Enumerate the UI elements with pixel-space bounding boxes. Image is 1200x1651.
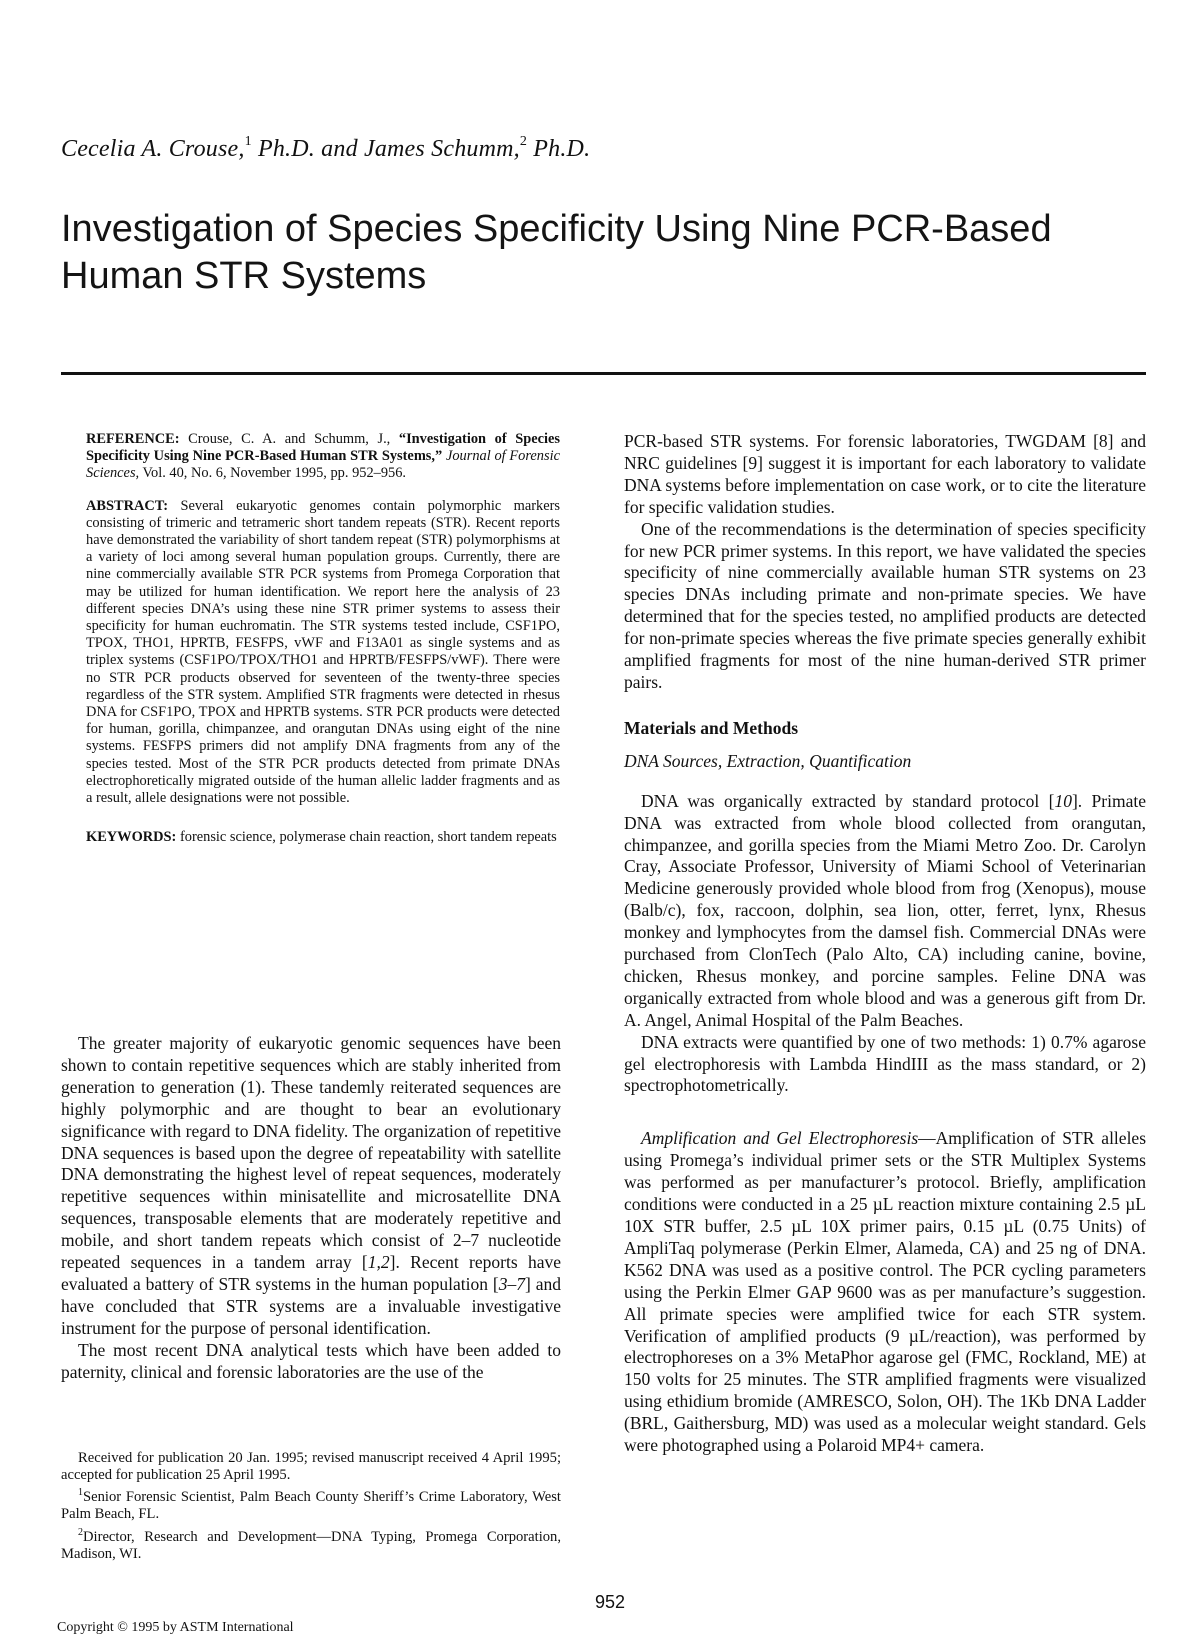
amplification-run-in-head: Amplification and Gel Electrophoresis: [641, 1128, 919, 1149]
intro-p1-text-3: ] and have concluded that STR systems are a invaluable investigative instrument for the purpose of personal identification.: [61, 1273, 561, 1338]
intro-paragraph-1: [61, 1033, 561, 1340]
abstract-text: Several eukaryotic genomes contain polymorphic markers consisting of trimeric and tetrameric short tandem repeats (STR). Recent reports have demonstrated the variability of short tandem repeat (STR) polymorphisms at a variety of loci among several human population groups. Currently, there are nine commercially available STR PCR systems from Promega Corporation that may be utilized for human identification. We report here the analysis of 23 different species DNA’s using these nine STR primer systems to assess their specificity for human euchromatin. The STR systems tested include, CSF1PO, TPOX, THO1, HPRTB, FESFPS, vWF and F13A01 as single systems and as triplex systems (CSF1PO/TPOX/THO1 and HPRTB/FESFPS/vWF). There were no STR PCR products observed for seventeen of the twenty-three species regardless of the STR system. Amplified STR fragments were detected in rhesus DNA for CSF1PO, TPOX and HPRTB systems. STR PCR products were detected for human, gorilla, chimpanzee, and orangutan DNAs using eight of the nine systems. FESFPS primers did not amplify DNA fragments from any of the species tested. Most of the STR PCR products detected from primate DNAs electrophoretically migrated outside of the human allelic ladder fragments and as a result, allele designations were not possible.: [86, 497, 560, 807]
methods-heading: Materials and Methods: [624, 717, 799, 738]
footnote-1-text: Senior Forensic Scientist, Palm Beach County Sheriff’s Crime Laboratory, West Palm Beach, FL.: [61, 1489, 561, 1523]
reference-journal: Journal of Forensic Sciences,: [86, 448, 560, 482]
abstract-block: [86, 431, 560, 861]
author-degree: Ph.D.: [533, 136, 591, 162]
intro-paragraph-2: The most recent DNA analytical tests which have been added to paternity, clinical and forensic laboratories are the use of the: [61, 1339, 561, 1382]
keywords-text: forensic science, polymerase chain reaction, short tandem repeats: [179, 829, 557, 846]
abstract-paragraph: [86, 498, 560, 808]
intro-p1-text: The greater majority of eukaryotic genomic sequences have been shown to contain repetitive sequences which are stably inherited from generation to generation (1). These tandemly reiterated sequences are highly polymorphic and are thought to bear an evolutionary significance with regard to DNA fidelity. The organization of repetitive DNA sequences is based upon the degree of repeatability with satellite DNA demonstrating the highest level of repeat sequences, moderately repetitive sequences within minisatellite and microsatellite DNA sequences, transposable elements that are moderately repetitive and mobile, and short tandem repeats which consist of 2–7 nucleotide repeated sequences in a tandem array [: [61, 1033, 561, 1273]
reference-authors: Crouse, C. A. and Schumm, J.,: [188, 431, 399, 447]
methods-paragraph-2: DNA extracts were quantified by one of two methods: 1) 0.7% agarose gel electrophoresis with Lambda HindIII as the mass standard, or 2) spectrophotometrically.: [624, 1031, 1146, 1096]
methods-paragraph-3: [624, 1128, 1146, 1457]
footnote-mark-2: 2: [78, 1526, 83, 1538]
citation-10: 10: [1054, 790, 1072, 811]
footnote-mark-1: 1: [78, 1487, 83, 1499]
received-note: Received for publication 20 Jan. 1995; revised manuscript received 4 April 1995; accepted for publication 25 April 1995.: [61, 1450, 561, 1484]
footnote-2-text: Director, Research and Development—DNA Typing, Promega Corporation, Madison, WI.: [61, 1528, 561, 1562]
author-1: Cecelia A. Crouse,: [61, 136, 245, 162]
methods-subheading: DNA Sources, Extraction, Quantification: [624, 750, 912, 771]
reference-label: REFERENCE:: [86, 431, 180, 447]
article-title: [61, 206, 1161, 300]
methods-p1-text: DNA was organically extracted by standard protocol [: [641, 790, 1055, 811]
affiliation-mark-2: 2: [519, 134, 528, 149]
citation-1-2: 1,2: [367, 1252, 390, 1273]
title-line-2: Human STR Systems: [61, 255, 427, 297]
intro-p1-text-2: ]. Recent reports have evaluated a battery of STR systems in the human population [: [61, 1252, 562, 1294]
intro-paragraph-3: PCR-based STR systems. For forensic laboratories, TWGDAM [8] and NRC guidelines [9] suggest it is important for each laboratory to validate DNA systems before implementation on case work, or to cite the literature for specific validation studies.: [624, 431, 1146, 517]
intro-paragraph-4: One of the recommendations is the determination of species specificity for new PCR primer systems. In this report, we have validated the species specificity of nine commercially available human STR systems on 23 species DNAs including primate and non-primate species. We have determined that for the species tested, no amplified products are detected for non-primate species whereas the five primate species generally exhibit amplified fragments for most of the nine human-derived STR primer pairs.: [624, 518, 1146, 692]
affiliation-mark-1: 1: [244, 134, 252, 149]
keywords-paragraph: [86, 829, 560, 846]
author-line: [61, 136, 590, 163]
footnotes: [61, 1450, 561, 1563]
author-2: Ph.D. and James Schumm,: [257, 136, 520, 162]
abstract-label: ABSTRACT:: [86, 497, 169, 514]
intro-text-left: [61, 1033, 561, 1384]
citation-3-7: 3–7: [498, 1273, 525, 1294]
methods-paragraph-1: [624, 791, 1146, 1032]
footnote-1: [61, 1484, 561, 1523]
title-line-1: Investigation of Species Specificity Using Nine PCR-Based: [61, 208, 1052, 250]
page-number: 952: [594, 1592, 626, 1612]
methods-p3-text: —Amplification of STR alleles using Promega’s individual primer sets or the STR Multiplex Systems was performed as per manufacturer’s protocol. Briefly, amplification conditions were conducted in a 25 µL reaction mixture containing 2.5 µL 10X STR buffer, 2.5 µL 10X primer pairs, 0.15 µL (0.75 Units) of AmpliTaq polymerase (Perkin Elmer, Alameda, CA) and 25 ng of DNA. K562 DNA was used as a positive control. The PCR cycling parameters using the Perkin Elmer GAP 9600 was as per manufacture’s suggestion. All primate species were amplified twice for each STR system. Verification of amplified products (9 µL/reaction), was performed by electrophoreses on a 3% MetaPhor agarose gel (FMC, Rockland, ME) at 150 volts for 25 minutes. The STR amplified fragments were visualized using ethidium bromide (AMRESCO, Solon, OH). The 1Kb DNA Ladder (BRL, Gaithersburg, MD) was used as a molecular weight standard. Gels were photographed using a Polaroid MP4+ camera.: [624, 1128, 1147, 1456]
copyright-notice: Copyright © 1995 by ASTM International: [57, 1620, 294, 1635]
footnote-2: [61, 1524, 561, 1563]
right-column: [624, 431, 1146, 1457]
keywords-label: KEYWORDS:: [86, 829, 177, 846]
methods-p1-text-2: ]. Primate DNA was extracted from whole blood collected from orangutan, chimpanzee, and gorilla species from the Miami Metro Zoo. Dr. Carolyn Cray, Associate Professor, University of Miami School of Veterinarian Medicine generously provided whole blood from frog (Xenopus), mouse (Balb/c), fox, raccoon, dolphin, sea lion, otter, ferret, lynx, Rhesus monkey and lymphocytes from the damsel fish. Commercial DNAs were purchased from ClonTech (Palo Alto, CA) including canine, bovine, chicken, Rhesus monkey, and porcine samples. Feline DNA was organically extracted from whole blood and was a generous gift from Dr. A. Angel, Animal Hospital of the Palm Beaches.: [624, 790, 1146, 1030]
title-rule: [61, 372, 1146, 375]
reference-paragraph: [86, 431, 560, 483]
reference-details: Vol. 40, No. 6, November 1995, pp. 952–956.: [142, 465, 407, 482]
reference-article-title: “Investigation of Species Specificity Using Nine PCR-Based Human STR Systems,”: [86, 431, 560, 465]
